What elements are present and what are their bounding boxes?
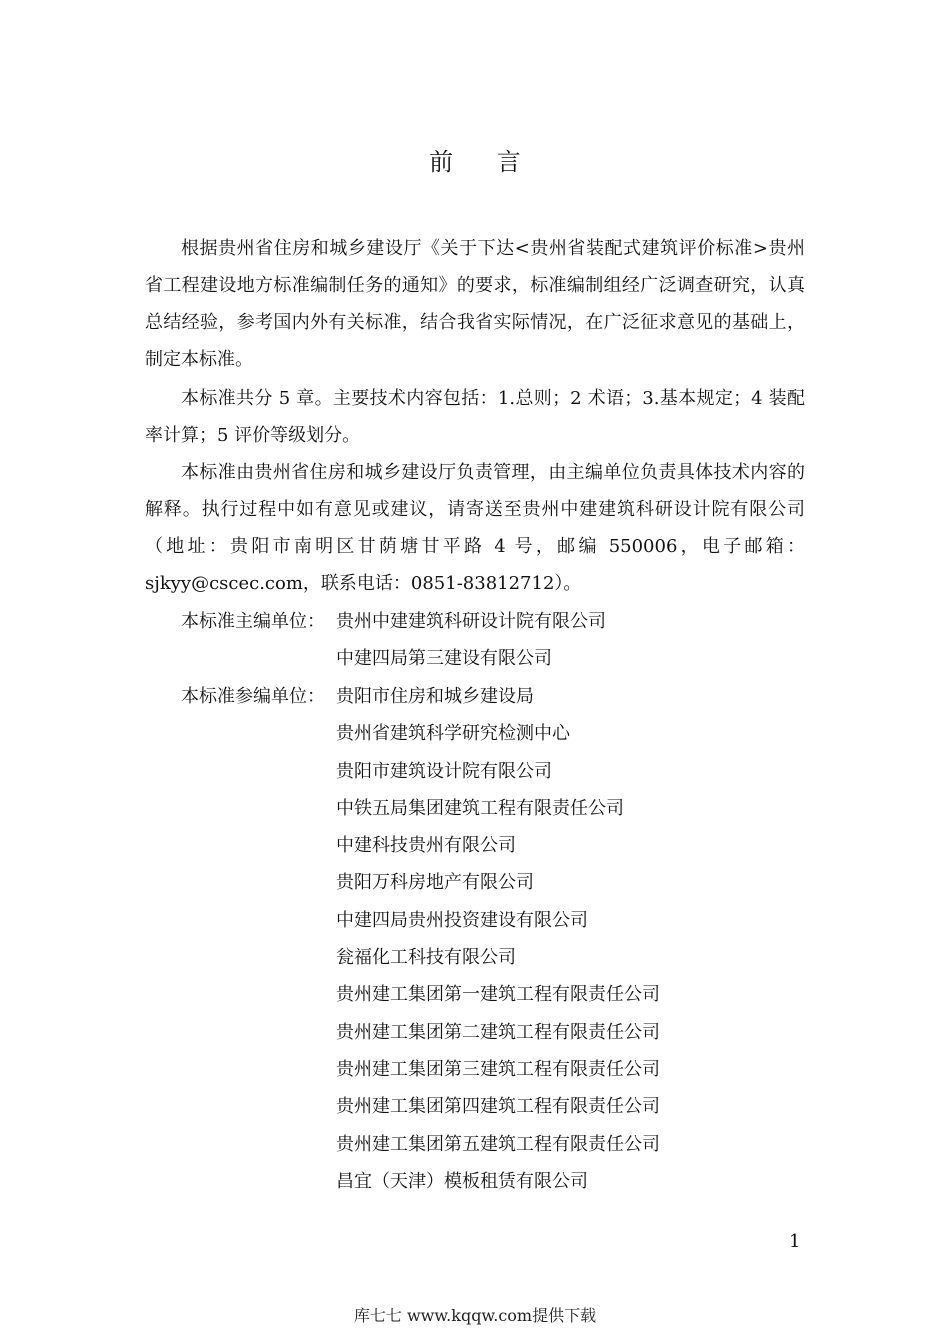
participating-unit-item: 贵阳市住房和城乡建设局 xyxy=(336,686,534,707)
participating-unit-item: 贵州建工集团第四建筑工程有限责任公司 xyxy=(336,1096,660,1118)
preface-paragraph-3: 本标准由贵州省住房和城乡建设厅负责管理，由主编单位负责具体技术内容的解释。执行过程中如有意见或建议，请寄送至贵州中建建筑科研设计院有限公司（地址：贵阳市南明区甘荫塘甘平路 4 号，邮编 550006，电子邮箱：sjkyy@cscec.com，联系电话：0851-83812712）。 xyxy=(145,462,805,594)
participating-unit-item: 中建科技贵州有限公司 xyxy=(336,835,516,857)
participating-unit-item: 瓮福化工科技有限公司 xyxy=(336,947,516,969)
participating-unit-item: 中建四局贵州投资建设有限公司 xyxy=(336,909,588,931)
preface-paragraph-2: 本标准共分 5 章。主要技术内容包括：1.总则；2 术语；3.基本规定；4 装配率计算；5 评价等级划分。 xyxy=(145,388,805,446)
participating-unit-item: 贵州建工集团第五建筑工程有限责任公司 xyxy=(336,1133,660,1155)
download-footer: 库七七 www.kqqw.com提供下载 xyxy=(353,1306,597,1325)
page-number: 1 xyxy=(789,1231,801,1252)
preface-paragraph-1: 根据贵州省住房和城乡建设厅《关于下达<贵州省装配式建筑评价标准>贵州省工程建设地方标准编制任务的通知》的要求，标准编制组经广泛调查研究，认真总结经验，参考国内外有关标准，结合我省实际情况，在广泛征求意见的基础上，制定本标准。 xyxy=(145,238,805,370)
participating-unit-item: 贵州建工集团第一建筑工程有限责任公司 xyxy=(336,984,660,1006)
main-unit-item: 中建四局第三建设有限公司 xyxy=(336,648,552,670)
participating-units-row xyxy=(181,678,336,715)
participating-units-list xyxy=(336,678,660,1200)
participating-unit-item: 昌宜（天津）模板租赁有限公司 xyxy=(336,1170,588,1192)
participating-units-label: 本标准参编单位： xyxy=(181,686,325,707)
main-units-list xyxy=(336,603,606,678)
participating-unit-item: 贵州建工集团第三建筑工程有限责任公司 xyxy=(336,1058,660,1080)
main-units-row xyxy=(181,603,336,640)
participating-unit-item: 贵阳市建筑设计院有限公司 xyxy=(336,760,552,782)
participating-unit-item: 贵州省建筑科学研究检测中心 xyxy=(336,723,570,745)
participating-unit-item: 贵州建工集团第二建筑工程有限责任公司 xyxy=(336,1021,660,1043)
participating-unit-item: 贵阳万科房地产有限公司 xyxy=(336,872,534,894)
main-unit-item: 贵州中建建筑科研设计院有限公司 xyxy=(336,611,606,632)
page-title: 前 言 xyxy=(429,148,539,176)
main-units-label: 本标准主编单位： xyxy=(181,611,325,632)
participating-unit-item: 中铁五局集团建筑工程有限责任公司 xyxy=(336,797,624,819)
